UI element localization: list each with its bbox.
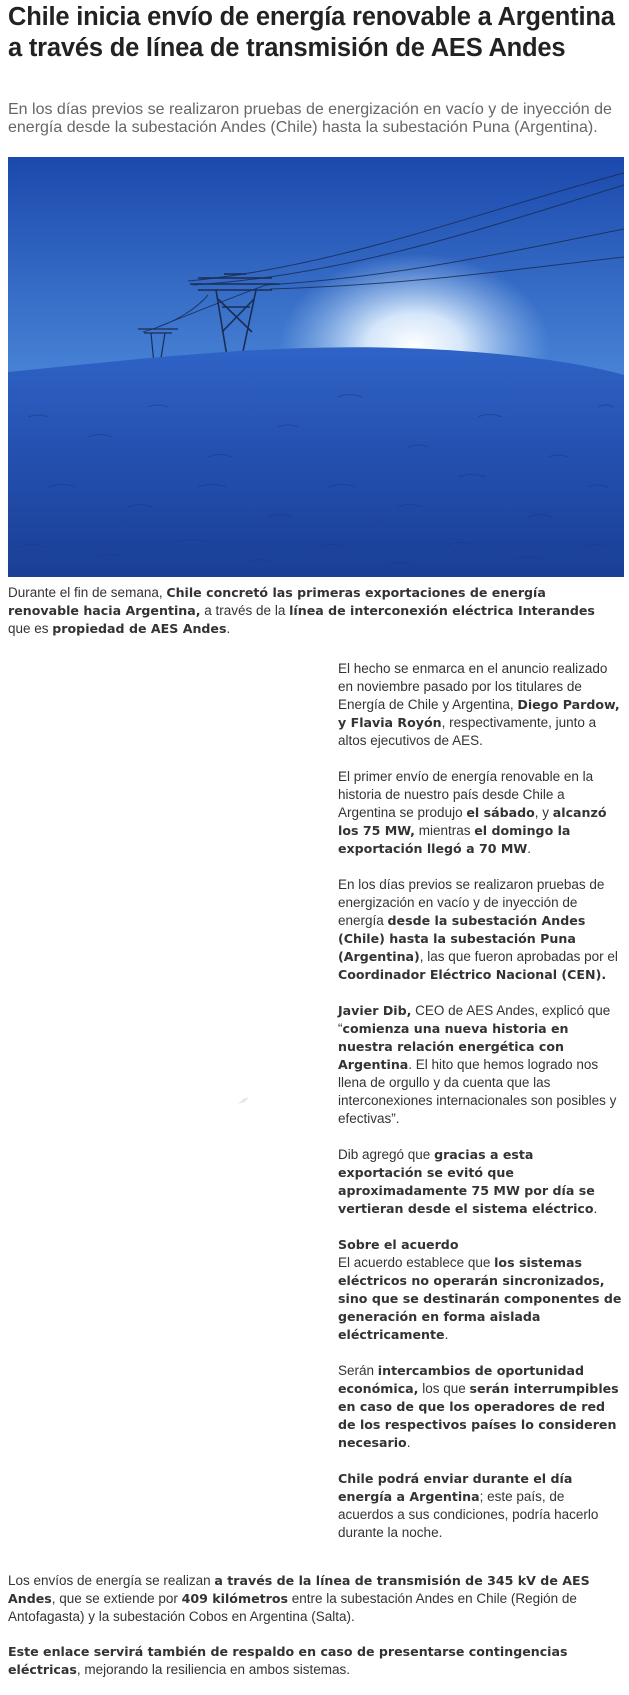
text-run: .	[444, 1327, 449, 1342]
bold-text: el domingo la exportación llegó a 70 MW	[338, 823, 571, 856]
paragraph-first-shipment	[338, 768, 622, 858]
bold-text: los sistemas eléctricos no operarán sincronizados, sino que se destinarán componentes de generación en forma aislada eléctricamente	[338, 1255, 622, 1342]
bold-text: el sábado	[466, 805, 535, 820]
text-run: .	[527, 841, 532, 856]
bold-text: desde la subestación Andes (Chile) hasta la subestación Puna (Argentina)	[338, 913, 586, 964]
text-run: Los envíos de energía se realizan	[8, 1573, 215, 1588]
bold-text: Chile podrá enviar durante el día energía a Argentina	[338, 1471, 573, 1504]
text-run: El primer envío de energía renovable en la historia de nuestro país desde Chile a Argentina se produjo	[338, 769, 594, 820]
text-run: , que se extiende por	[51, 1591, 182, 1606]
text-run: , las que fueron aprobadas por el	[419, 949, 618, 964]
text-run: .	[593, 1201, 598, 1216]
paragraph-interruptible	[338, 1362, 622, 1452]
paragraph-agreement	[338, 1254, 622, 1344]
text-run: entre la subestación Andes en Chile (Región de Antofagasta) y la subestación Cobos en Argentina (Salta).	[8, 1591, 577, 1624]
text-run: El hecho se enmarca en el anuncio realizado en noviembre pasado por los titulares de Energía de Chile y Argentina,	[338, 661, 608, 712]
paragraph-backup	[8, 1643, 620, 1679]
bold-text: intercambios de oportunidad económica,	[338, 1363, 585, 1396]
paragraph-ceo-quote	[338, 1002, 622, 1128]
faint-mark-icon	[237, 1096, 251, 1106]
bold-text: comienza una nueva historia en nuestra relación energética con Argentina	[338, 1021, 569, 1072]
text-run: Dib agregó que	[338, 1147, 435, 1162]
text-run: .	[226, 621, 231, 636]
hero-image	[8, 157, 624, 577]
article-body-column	[338, 660, 622, 1560]
bold-text: gracias a esta exportación se evitó que aproximadamente 75 MW por día se vertieran desde el sistema eléctrico	[338, 1147, 595, 1216]
bold-text: serán interrumpibles en caso de que los operadores de red de los respectivos países lo consideren necesario	[338, 1381, 619, 1450]
text-run: los que	[418, 1381, 470, 1396]
text-run: . El hito que hemos logrado nos llena de orgullo y da cuenta que las interconexiones internacionales son posibles y efectivas”.	[338, 1057, 617, 1126]
paragraph-transmission-line	[8, 1572, 620, 1626]
section-heading: Sobre el acuerdo	[338, 1237, 459, 1252]
text-run: que es	[8, 621, 53, 636]
paragraph-day-night	[338, 1470, 622, 1542]
article-title: Chile inicia envío de energía renovable a Argentina a través de línea de transmisión de AES Andes	[8, 3, 615, 62]
paragraph-tests	[338, 876, 622, 984]
text-run: a través de la	[200, 603, 290, 618]
bold-text: propiedad de AES Andes	[52, 621, 227, 636]
paragraph-avoided-spill	[338, 1146, 622, 1218]
text-run: , mejorando la resiliencia en ambos sistemas.	[76, 1662, 350, 1677]
bold-text: Diego Pardow, y Flavia Royón	[338, 697, 620, 730]
section-agreement	[338, 1236, 622, 1344]
text-run: , respectivamente, junto a altos ejecutivos de AES.	[338, 715, 597, 748]
text-run: Serán	[338, 1363, 378, 1378]
text-run: Durante el fin de semana,	[8, 585, 167, 600]
intro-paragraph	[8, 584, 620, 638]
article-subtitle: En los días previos se realizaron pruebas de energización en vacío y de inyección de energía desde la subestación Andes (Chile) hasta la subestación Puna (Argentina).	[8, 101, 612, 136]
paragraph-announcement	[338, 660, 622, 750]
bold-text: 409 kilómetros	[181, 1591, 288, 1606]
text-run: El acuerdo establece que	[338, 1255, 495, 1270]
bold-text: Este enlace servirá también de respaldo en caso de presentarse contingencias eléctricas	[8, 1644, 568, 1677]
text-run: .	[406, 1435, 411, 1450]
bold-text: Coordinador Eléctrico Nacional (CEN).	[338, 967, 607, 982]
text-run: mientras	[414, 823, 475, 838]
text-run: ; este país, de acuerdos a sus condiciones, podría hacerlo durante la noche.	[338, 1489, 599, 1540]
text-run: En los días previos se realizaron pruebas de energización en vacío y de inyección de energía	[338, 877, 605, 928]
bold-text: Chile concretó las primeras exportaciones de energía renovable hacia Argentina,	[8, 585, 546, 618]
bold-text: Javier Dib,	[338, 1003, 412, 1018]
bold-text: alcanzó los 75 MW,	[338, 805, 607, 838]
text-run: CEO de AES Andes, explicó que “	[338, 1003, 611, 1036]
bold-text: línea de interconexión eléctrica Interandes	[289, 603, 595, 618]
bold-text: a través de la línea de transmisión de 345 kV de AES Andes	[8, 1573, 590, 1606]
text-run: , y	[534, 805, 553, 820]
